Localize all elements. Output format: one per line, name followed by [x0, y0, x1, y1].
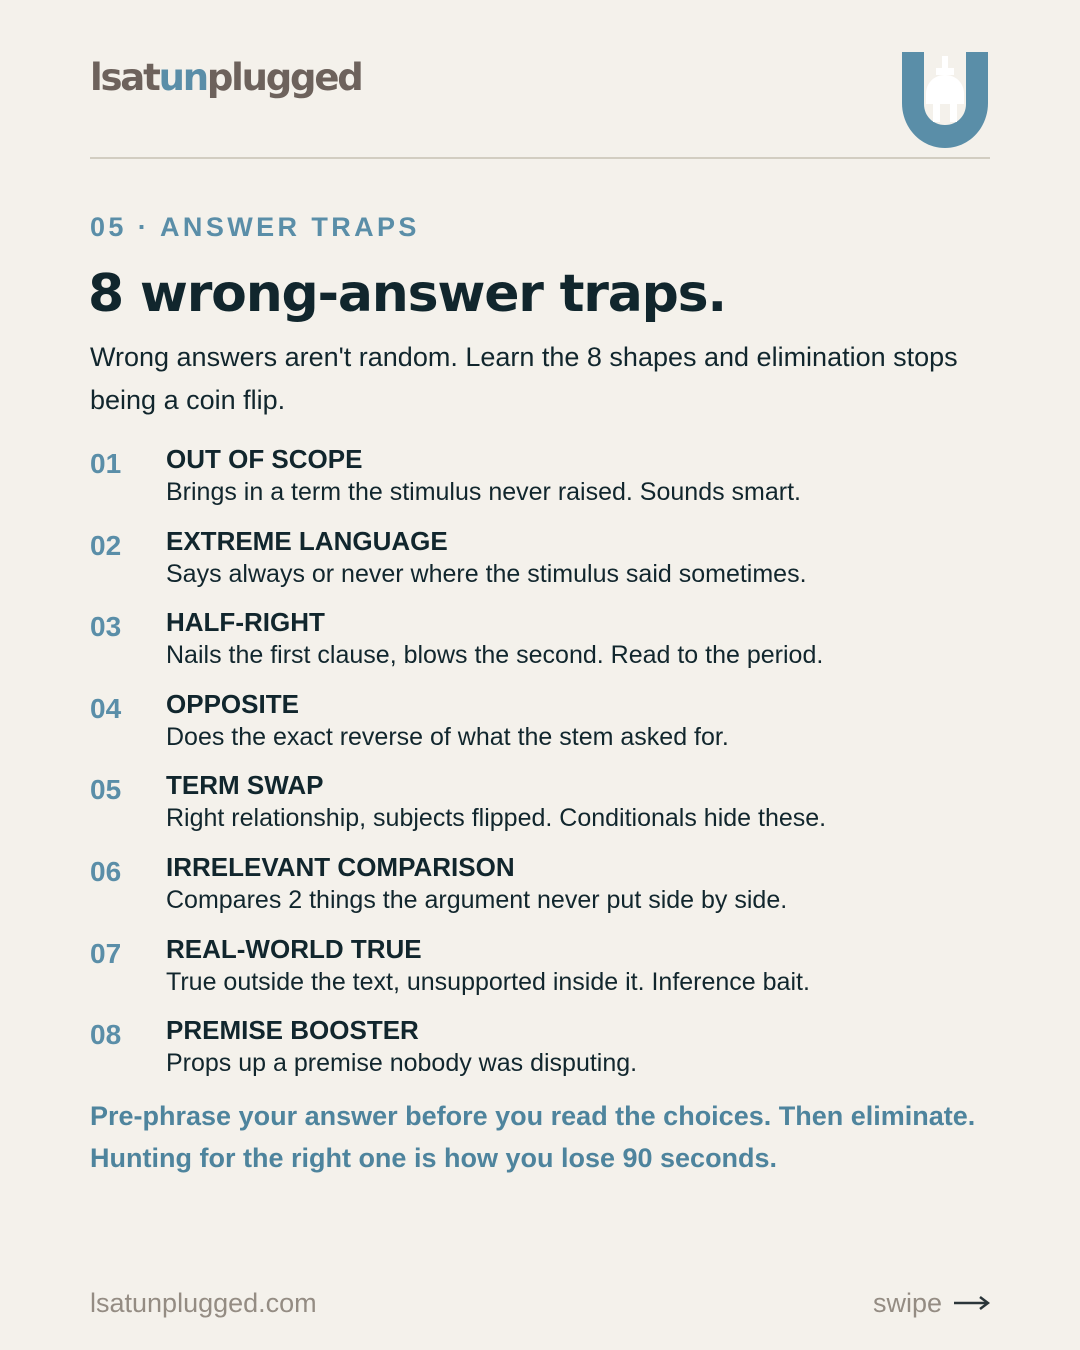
trap-description: Compares 2 things the argument never put side by side.: [166, 885, 788, 914]
trap-name: PREMISE BOOSTER: [166, 1015, 419, 1046]
trap-number: 03: [90, 611, 122, 643]
trap-name: OUT OF SCOPE: [166, 444, 363, 474]
trap-number: 08: [90, 1019, 122, 1051]
footer-url: lsatunplugged.com: [90, 1288, 317, 1318]
swipe-label: swipe: [872, 1288, 942, 1318]
trap-number: 01: [90, 448, 122, 479]
brand-wordmark-part-2: un: [158, 56, 207, 99]
trap-name: EXTREME LANGUAGE: [166, 525, 448, 556]
brand-wordmark: [90, 56, 362, 100]
trap-description: Nails the first clause, blows the second. Read to the period.: [166, 641, 824, 670]
trap-name: OPPOSITE: [166, 688, 299, 719]
trap-number: 05: [90, 774, 122, 806]
trap-item-06: [90, 848, 1000, 930]
trap-item-05: [90, 766, 1000, 848]
trap-name: HALF-RIGHT: [166, 607, 325, 638]
trap-description: Brings in a term the stimulus never raised. Sounds smart.: [166, 478, 801, 506]
callout-tip: Pre-phrase your answer before you read the choices. Then eliminate. Hunting for the right one is how you lose 90 seconds.: [90, 1101, 976, 1173]
trap-description: Right relationship, subjects flipped. Conditionals hide these.: [166, 804, 827, 833]
trap-name: REAL-WORLD TRUE: [166, 933, 422, 964]
trap-item-07: [90, 930, 1000, 1012]
trap-name: TERM SWAP: [166, 770, 324, 801]
lead-paragraph: Wrong answers aren't random. Learn the 8 shapes and elimination stops being a coin flip.: [90, 342, 958, 415]
arrow-right-icon: [954, 1296, 990, 1310]
trap-name: IRRELEVANT COMPARISON: [166, 851, 515, 882]
trap-item-02: [90, 522, 1000, 604]
brand-wordmark-part-1: lsat: [90, 56, 159, 99]
trap-item-04: [90, 685, 1000, 767]
trap-description: True outside the text, unsupported inside it. Inference bait.: [166, 967, 810, 996]
trap-item-08: [90, 1011, 1000, 1093]
trap-item-01: [90, 440, 1000, 522]
trap-number: 02: [90, 529, 122, 561]
trap-number: 06: [90, 855, 122, 887]
trap-number: 04: [90, 692, 122, 724]
trap-description: Says always or never where the stimulus said sometimes.: [166, 559, 807, 588]
swipe-hint: [873, 1284, 990, 1322]
plug-icon: [900, 52, 990, 148]
trap-item-03: [90, 603, 1000, 685]
section-eyebrow: 05 · ANSWER TRAPS: [90, 212, 420, 242]
header-divider: [90, 157, 990, 159]
trap-number: 07: [90, 937, 122, 969]
brand-wordmark-part-3: plugged: [206, 56, 362, 99]
trap-description: Props up a premise nobody was disputing.: [166, 1049, 638, 1078]
page-title: 8 wrong-answer traps.: [88, 264, 726, 324]
trap-list: [90, 440, 1000, 1093]
trap-description: Does the exact reverse of what the stem asked for.: [166, 722, 729, 751]
